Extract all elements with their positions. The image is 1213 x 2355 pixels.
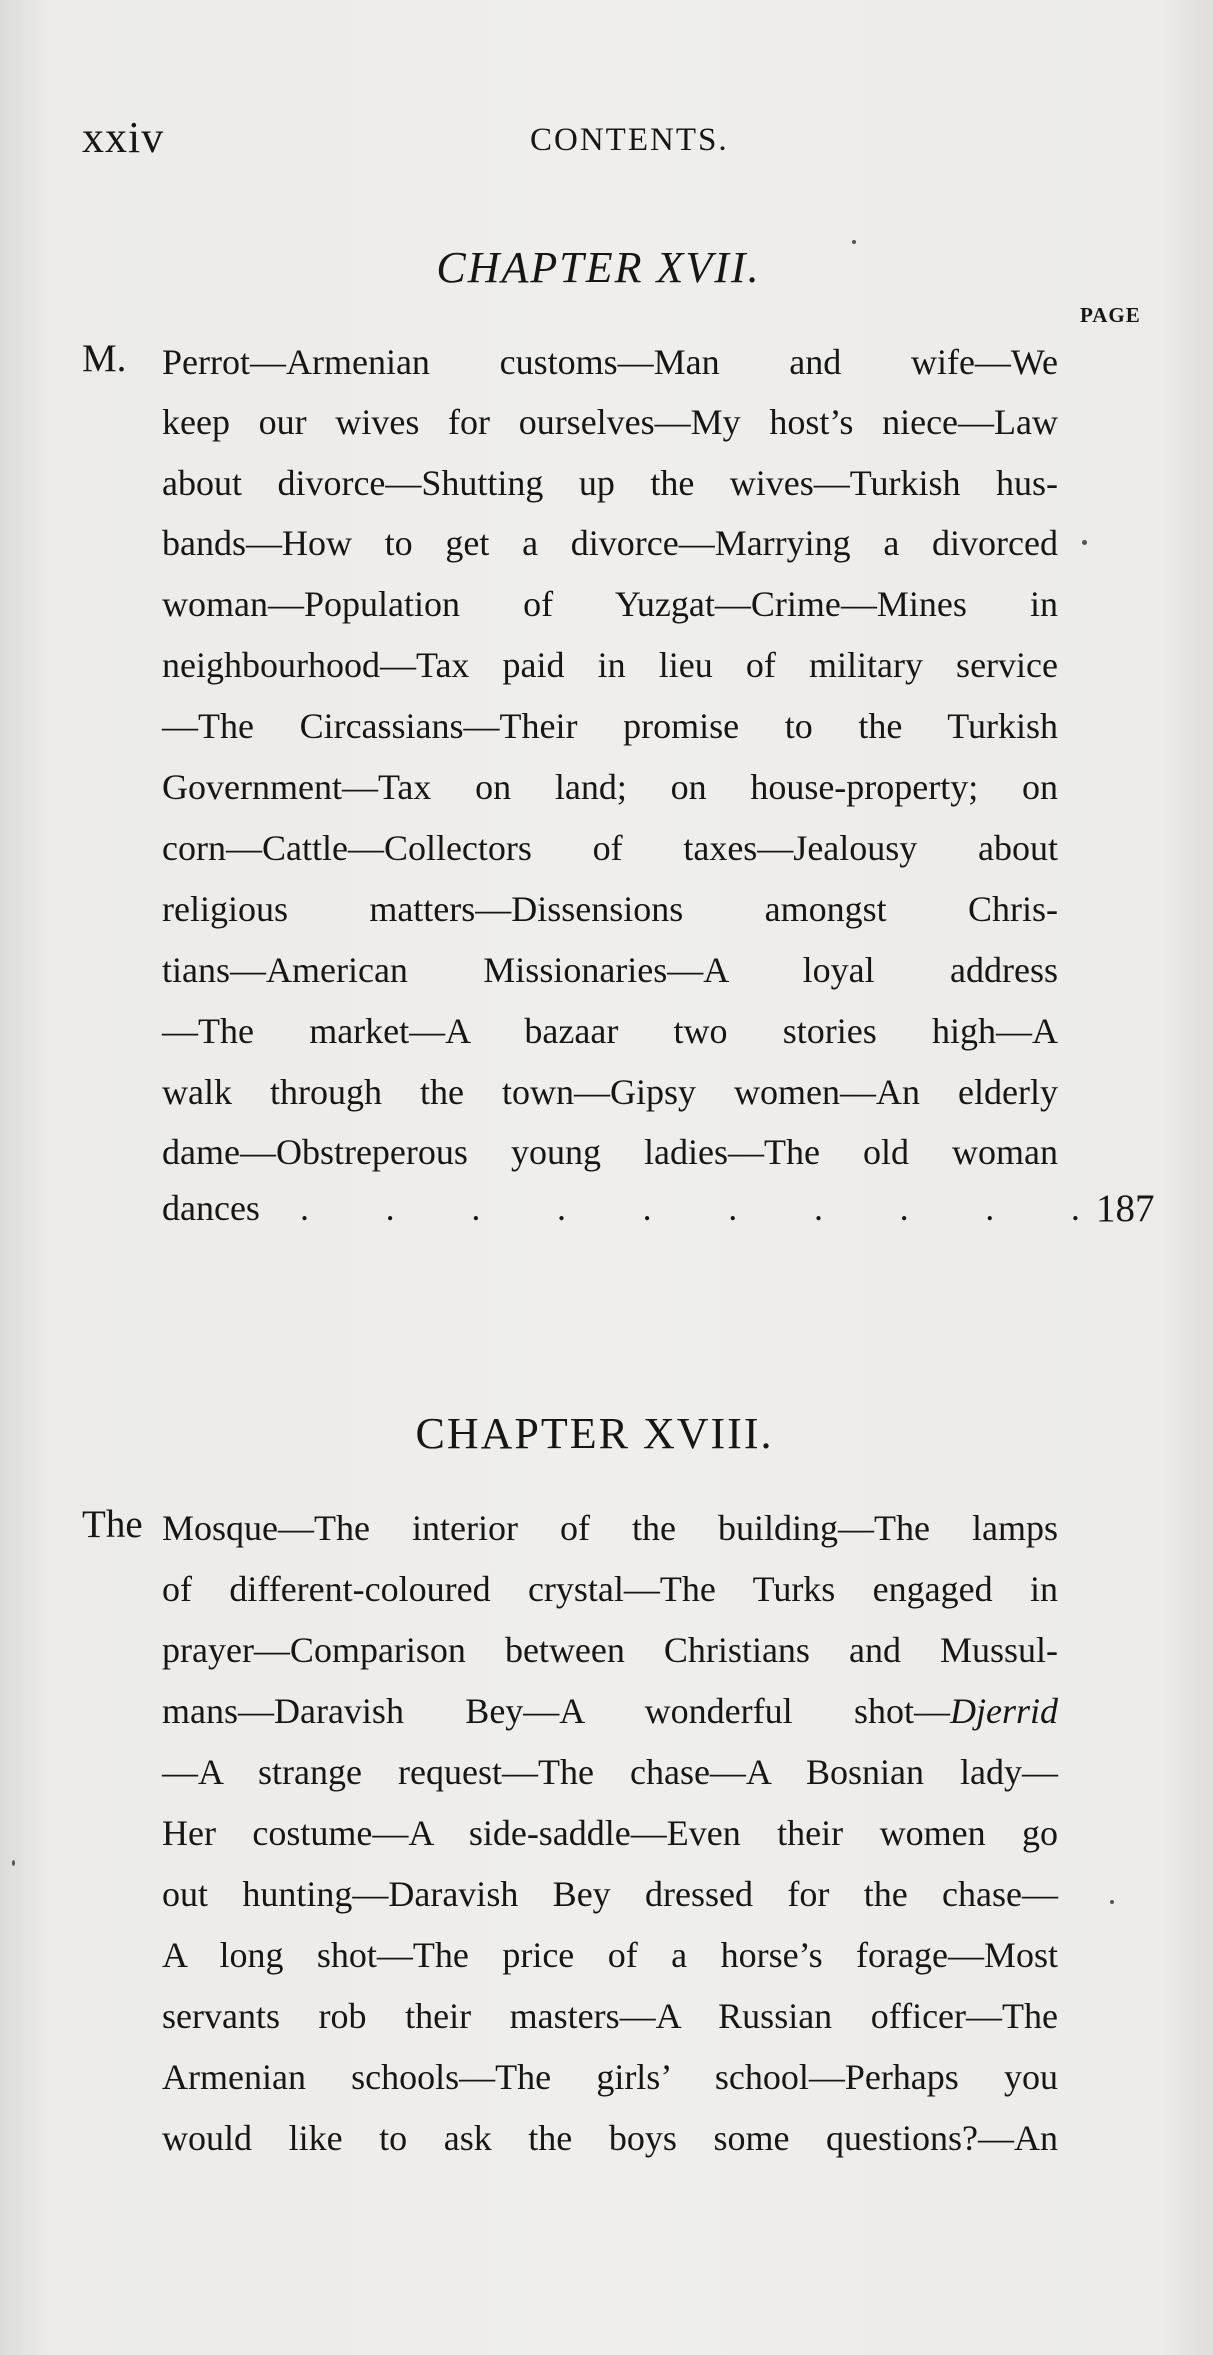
chapter-18-line: out hunting—Daravish Bey dressed for the chase— bbox=[162, 1874, 1058, 1914]
chapter-17-page-ref: 187 bbox=[1096, 1187, 1155, 1230]
chapter-18-line: servants rob their masters—A Russian officer—The bbox=[162, 1996, 1058, 2036]
chapter-17-line: Perrot—Armenian customs—Man and wife—We bbox=[162, 342, 1058, 382]
paper-speck bbox=[1082, 540, 1087, 545]
italic-term: Djerrid bbox=[950, 1691, 1058, 1731]
chapter-18-line: of different-coloured crystal—The Turks engaged in bbox=[162, 1569, 1058, 1609]
paper-speck bbox=[852, 240, 856, 244]
chapter-17-line: dame—Obstreperous young ladies—The old woman bbox=[162, 1132, 1058, 1172]
chapter-17-line: woman—Population of Yuzgat—Crime—Mines in bbox=[162, 584, 1058, 624]
leader-dots: . . . . . . . . . . bbox=[300, 1188, 1080, 1228]
chapter-18-line: would like to ask the boys some questions?—An bbox=[162, 2118, 1058, 2158]
chapter-17-line: religious matters—Dissensions amongst Chris- bbox=[162, 889, 1058, 929]
chapter-17-line: Government—Tax on land; on house-property; on bbox=[162, 767, 1058, 807]
paper-speck bbox=[12, 1860, 15, 1866]
page-column-label: PAGE bbox=[1080, 303, 1141, 327]
chapter-18-line: Armenian schools—The girls’ school—Perhaps you bbox=[162, 2057, 1058, 2097]
paper-speck bbox=[1110, 1900, 1114, 1904]
chapter-18-line: Mosque—The interior of the building—The lamps bbox=[162, 1508, 1058, 1548]
chapter-17-line: neighbourhood—Tax paid in lieu of military service bbox=[162, 645, 1058, 685]
chapter-18-line: mans—Daravish Bey—A wonderful shot— bbox=[162, 1691, 950, 1731]
page-number: xxiv bbox=[82, 113, 165, 162]
chapter-17-line: —The Circassians—Their promise to the Turkish bbox=[162, 706, 1058, 746]
chapter-17-heading: CHAPTER XVII. bbox=[436, 243, 761, 292]
chapter-17-line: about divorce—Shutting up the wives—Turkish hus- bbox=[162, 463, 1058, 503]
chapter-17-line: tians—American Missionaries—A loyal address bbox=[162, 950, 1058, 990]
chapter-17-line: dances bbox=[162, 1188, 260, 1228]
chapter-18-line: A long shot—The price of a horse’s forage—Most bbox=[162, 1935, 1058, 1975]
chapter-18-line-with-italic bbox=[162, 1683, 1058, 1739]
chapter-17-line: bands—How to get a divorce—Marrying a divorced bbox=[162, 523, 1058, 563]
chapter-17-line: —The market—A bazaar two stories high—A bbox=[162, 1011, 1058, 1051]
chapter-17-line: walk through the town—Gipsy women—An elderly bbox=[162, 1072, 1058, 1112]
chapter-17-line: corn—Cattle—Collectors of taxes—Jealousy about bbox=[162, 828, 1058, 868]
chapter-17-line: keep our wives for ourselves—My host’s niece—Law bbox=[162, 402, 1058, 442]
chapter-18-lead: The bbox=[82, 1503, 143, 1546]
chapter-18-line: prayer—Comparison between Christians and Mussul- bbox=[162, 1630, 1058, 1670]
chapter-17-lead: M. bbox=[82, 337, 127, 380]
chapter-18-heading: CHAPTER XVIII. bbox=[415, 1409, 774, 1458]
chapter-18-line: Her costume—A side-saddle—Even their women go bbox=[162, 1813, 1058, 1853]
running-title: CONTENTS. bbox=[530, 122, 729, 158]
chapter-18-line: —A strange request—The chase—A Bosnian lady— bbox=[162, 1752, 1058, 1792]
